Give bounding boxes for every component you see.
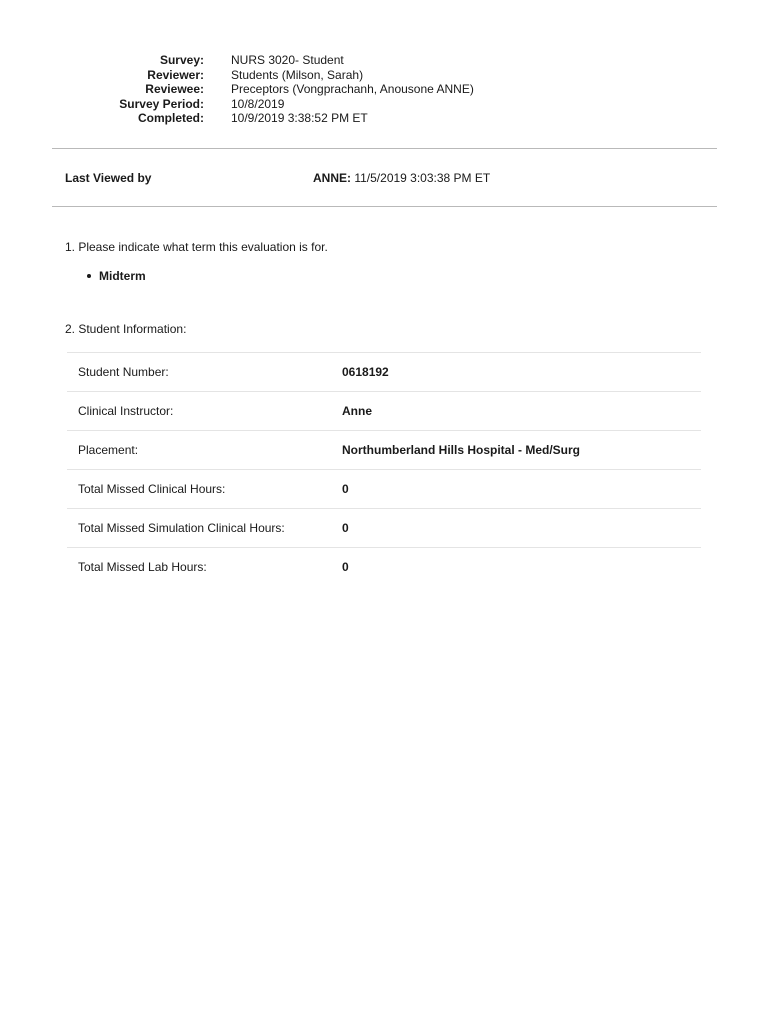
answer-text: Midterm <box>99 269 146 283</box>
meta-label: Survey: <box>159 53 204 67</box>
meta-value: Preceptors (Vongprachanh, Anousone ANNE) <box>231 82 474 96</box>
table-row <box>67 353 701 392</box>
table-row <box>67 509 701 548</box>
row-value: 0 <box>342 521 349 535</box>
meta-value: Students (Milson, Sarah) <box>231 67 364 82</box>
row-value: Anne <box>342 404 372 418</box>
last-viewed-row <box>0 170 768 186</box>
meta-label: Survey Period: <box>119 96 204 111</box>
meta-row-reviewee <box>0 82 768 97</box>
meta-row-reviewer <box>0 68 768 83</box>
row-value: 0 <box>342 560 349 575</box>
meta-label: Reviewee: <box>145 82 204 96</box>
bullet-icon <box>87 274 91 278</box>
row-label: Total Missed Clinical Hours: <box>78 482 226 496</box>
survey-metadata <box>0 53 768 126</box>
row-value: 0618192 <box>342 365 389 379</box>
question-1-answers <box>87 268 146 284</box>
meta-row-completed <box>0 111 768 126</box>
meta-label: Completed: <box>138 111 204 125</box>
row-value: 0 <box>342 482 349 496</box>
row-label: Total Missed Lab Hours: <box>78 560 207 575</box>
meta-value: NURS 3020- Student <box>231 53 344 67</box>
table-row <box>67 470 701 509</box>
divider <box>52 206 717 207</box>
meta-value: 10/9/2019 3:38:52 PM ET <box>231 111 368 125</box>
student-info-table <box>67 352 701 587</box>
meta-row-survey <box>0 53 768 68</box>
question-2-text: 2. Student Information: <box>65 322 187 336</box>
last-viewed-label: Last Viewed by <box>65 171 152 185</box>
last-viewed-value <box>313 170 490 186</box>
table-row <box>67 431 701 470</box>
table-row <box>67 548 701 587</box>
row-label: Placement: <box>78 443 139 457</box>
meta-row-survey-period <box>0 97 768 112</box>
divider <box>52 148 717 149</box>
table-row <box>67 392 701 431</box>
last-viewed-viewer: ANNE: <box>313 171 351 185</box>
row-label: Clinical Instructor: <box>78 404 174 418</box>
row-value: Northumberland Hills Hospital - Med/Surg <box>342 443 581 457</box>
question-1-text: 1. Please indicate what term this evaluation is for. <box>65 240 328 254</box>
last-viewed-timestamp: 11/5/2019 3:03:38 PM ET <box>354 171 491 185</box>
row-label: Student Number: <box>78 365 169 379</box>
answer-item <box>87 268 146 284</box>
meta-value: 10/8/2019 <box>231 96 285 111</box>
meta-label: Reviewer: <box>147 67 204 82</box>
row-label: Total Missed Simulation Clinical Hours: <box>78 521 285 535</box>
